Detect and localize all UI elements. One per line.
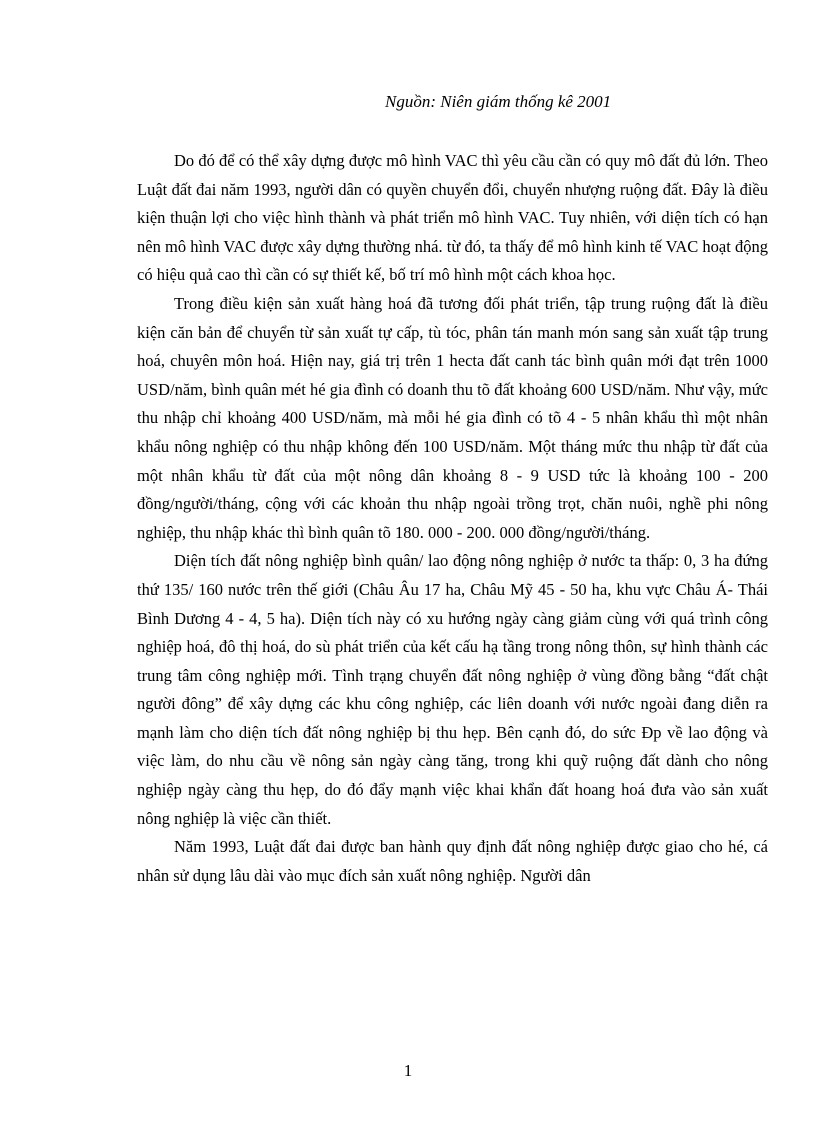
page-number: 1 [403,1061,413,1080]
paragraph-2: Trong điều kiện sản xuất hàng hoá đã tương đối phát triển, tập trung ruộng đất là điều kiện căn bản để chuyển từ sản xuất tự cấp, tù tóc, phân tán manh món sang sản xuất tập trung hoá, chuyên môn hoá. Hiện nay, giá trị trên 1 hecta đất canh tác bình quân mới đạt trên 1000 USD/năm, bình quân mét hé gia đình có doanh thu tõ đất khoảng 600 USD/năm. Như vậy, mức thu nhập chỉ khoảng 400 USD/năm, mà mỗi hé gia đình có tõ 4 - 5 nhân khẩu thì một nhân khẩu nông nghiệp có thu nhập không đến 100 USD/năm. Một tháng mức thu nhập từ đất của một nhân khẩu từ đất của một nông dân khoảng 8 - 9 USD tức là khoảng 100 - 200 đồng/người/tháng, cộng với các khoản thu nhập ngoài trồng trọt, chăn nuôi, nghề phi nông nghiệp, thu nhập khác thì bình quân tõ 180. 000 - 200. 000 đồng/người/tháng. [137,293,768,542]
paragraph-3: Diện tích đất nông nghiệp bình quân/ lao động nông nghiệp ở nước ta thấp: 0, 3 ha đứng thứ 135/ 160 nước trên thế giới (Châu Âu 17 ha, Châu Mỹ 45 - 50 ha, khu vực Châu Á- Thái Bình Dương 4 - 4, 5 ha). Diện tích này có xu hướng ngày càng giảm cùng với quá trình công nghiệp hoá, đô thị hoá, do sù phát triển của kết cấu hạ tầng trong nông thôn, sự hình thành các trung tâm công nghiệp mới. Tình trạng chuyển đất nông nghiệp ở vùng đồng bằng “đất chật người đông” để xây dựng các khu công nghiệp, các liên doanh với nước ngoài đang diễn ra mạnh làm cho diện tích đất nông nghiệp bị thu hẹp. Bên cạnh đó, do sức Ðp về lao động và việc làm, do nhu cầu về nông sản ngày càng tăng, trong khi quỹ ruộng đất dành cho nông nghiệp ngày càng thu hẹp, do đó đẩy mạnh việc khai khẩn đất hoang hoá đưa vào sản xuất nông nghiệp là việc cần thiết. [137,551,768,828]
paragraph-1: Do đó để có thể xây dựng được mô hình VAC thì yêu cầu cần có quy mô đất đủ lớn. Theo Luật đất đai năm 1993, người dân có quyền chuyển đổi, chuyển nhượng ruộng đất. Đây là điều kiện thuận lợi cho việc hình thành và phát triển mô hình VAC. Tuy nhiên, với diện tích có hạn nên mô hình VAC được xây dựng thường nhá. từ đó, ta thấy để mô hình kinh tế VAC hoạt động có hiệu quả cao thì cần có sự thiết kế, bố trí mô hình một cách khoa học. [137,151,768,285]
source-note: Nguồn: Niên giám thống kê 2001 [385,92,612,111]
body-text [137,147,768,890]
paragraph-4: Năm 1993, Luật đất đai được ban hành quy định đất nông nghiệp được giao cho hé, cá nhân sử dụng lâu dài vào mục đích sản xuất nông nghiệp. Người dân [137,837,768,885]
